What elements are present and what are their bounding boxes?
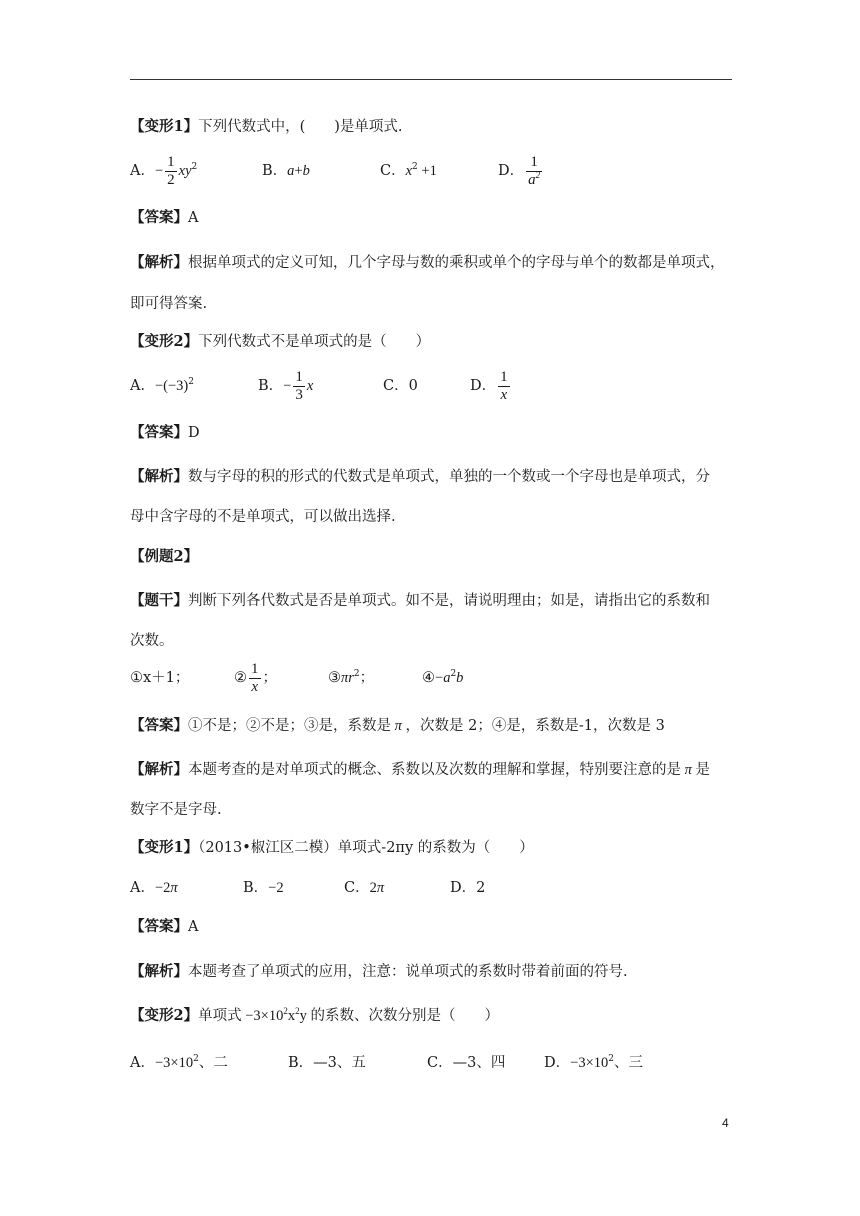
explanation-tag: 【解析】 [130, 468, 188, 485]
options-variant-4 [130, 1053, 643, 1073]
option-b: B．− $\frac{1}{3}$ x [258, 368, 314, 403]
example-2-items [130, 658, 464, 698]
item-2: ② $\frac{1}{x}$ ； [234, 660, 277, 695]
option-c: C．$x^2 +1$ [380, 162, 437, 179]
explanation-variant-3 [130, 962, 628, 982]
example-2-answer: 【答案】①不是；②不是；③是，系数是 π ，次数是 2；④是，系数是-1，次数是 3 [130, 717, 665, 734]
explanation-variant-1-line-2: 即可得答案. [130, 296, 208, 312]
explanation-variant-1-line-1 [130, 253, 725, 273]
question-tag: 【变形1】 [130, 118, 199, 135]
option-a: A．$-3\times 10^2$、二 [130, 1054, 228, 1071]
option-c: C．2π [344, 880, 385, 896]
stem-text: 判断下列各代数式是否是单项式。如不是，请说明理由；如是，请指出它的系数和 [188, 593, 710, 609]
option-a: A．− $\frac{1}{2}$ $xy^2$ [130, 153, 198, 188]
option-a: A．−2π [130, 880, 178, 896]
option-b: B．—3、五 [288, 1055, 366, 1071]
answer-tag: 【答案】 [130, 918, 188, 935]
item-1: ①x＋1； [130, 670, 190, 686]
question-variant-2 [130, 332, 430, 352]
example-2-stem-line-1 [130, 591, 710, 611]
question-variant-3 [130, 838, 534, 858]
answer-variant-1 [130, 208, 198, 228]
question-variant-4: 【变形2】单项式 $-3\times 10^2x^2y$ 的系数、次数分别是（ ） [130, 1006, 499, 1024]
explanation-text: 本题考查了单项式的应用，注意：说单项式的系数时带着前面的符号. [188, 964, 628, 980]
explanation-text: 根据单项式的定义可知，几个字母与数的乘积或单个的字母与单个的数都是单项式， [188, 255, 725, 271]
explanation-tag: 【解析】 [130, 963, 188, 980]
answer-tag: 【答案】 [130, 424, 188, 441]
option-b: B．−2 [243, 880, 284, 896]
explanation-variant-2-line-2: 母中含字母的不是单项式，可以做出选择. [130, 509, 396, 525]
explanation-variant-2-line-1 [130, 467, 710, 487]
question-text: 单项式 [198, 1008, 242, 1024]
explanation-text: 本题考查的是对单项式的概念、系数以及次数的理解和掌握，特别要注意的是 [188, 762, 681, 778]
question-variant-1 [130, 117, 403, 137]
question-tag: 【变形2】 [130, 1007, 199, 1024]
item-3: $③\pi r^2$； [328, 669, 375, 686]
answer-text: ①不是；②不是；③是，系数是 [188, 718, 391, 734]
explanation-tag: 【解析】 [130, 761, 188, 778]
option-d: D．2 [450, 880, 486, 896]
question-tag: 【变形2】 [130, 333, 199, 350]
answer-value: D [188, 425, 200, 441]
answer-value: A [188, 919, 199, 935]
explanation-tag: 【解析】 [130, 254, 188, 271]
options-variant-3 [130, 878, 486, 898]
answer-value: A [188, 210, 199, 226]
option-b: B．a+b [262, 163, 310, 179]
option-c: C．—3、四 [427, 1055, 506, 1071]
option-a: A．$-(-3)^2$ [130, 377, 194, 394]
explanation-text-cont: 是 [695, 762, 711, 778]
answer-variant-3 [130, 917, 198, 937]
page-number: 4 [722, 1116, 729, 1130]
answer-variant-2 [130, 423, 200, 443]
example-2-explanation-line-1: 【解析】本题考查的是对单项式的概念、系数以及次数的理解和掌握，特别要注意的是 π 是 [130, 761, 711, 778]
example-2-explanation-line-2: 数字不是字母. [130, 802, 222, 818]
option-d: D．$-3\times 10^2$、三 [544, 1054, 643, 1071]
option-c: C．0 [383, 378, 418, 394]
example-2-title: 【例题2】 [130, 548, 199, 565]
stem-tag: 【题干】 [130, 592, 188, 609]
item-4: $④-a^2b$ [422, 669, 464, 686]
explanation-text: 数与字母的积的形式的代数式是单项式，单独的一个数或一个字母也是单项式，分 [188, 469, 710, 485]
question-text-cont: 的系数、次数分别是（ ） [310, 1008, 499, 1024]
question-text: 下列代数式不是单项式的是（ ） [198, 334, 431, 350]
options-variant-2 [130, 366, 508, 406]
answer-tag: 【答案】 [130, 717, 188, 734]
answer-text-cont: ，次数是 2；④是，系数是-1，次数是 3 [405, 718, 665, 734]
question-tag: 【变形1】 [130, 839, 199, 856]
answer-tag: 【答案】 [130, 209, 188, 226]
options-variant-1 [130, 151, 541, 191]
option-d: D． $\frac{1}{a^2}$ [498, 153, 541, 188]
header-rule [130, 79, 732, 80]
question-text: 下列代数式中，( )是单项式. [198, 119, 403, 135]
example-2-stem-line-2: 次数。 [130, 633, 174, 649]
option-d: D． $\frac{1}{x}$ [470, 368, 508, 403]
question-text: （2013•椒江区二模）单项式-2πy 的系数为（ ） [198, 840, 534, 856]
